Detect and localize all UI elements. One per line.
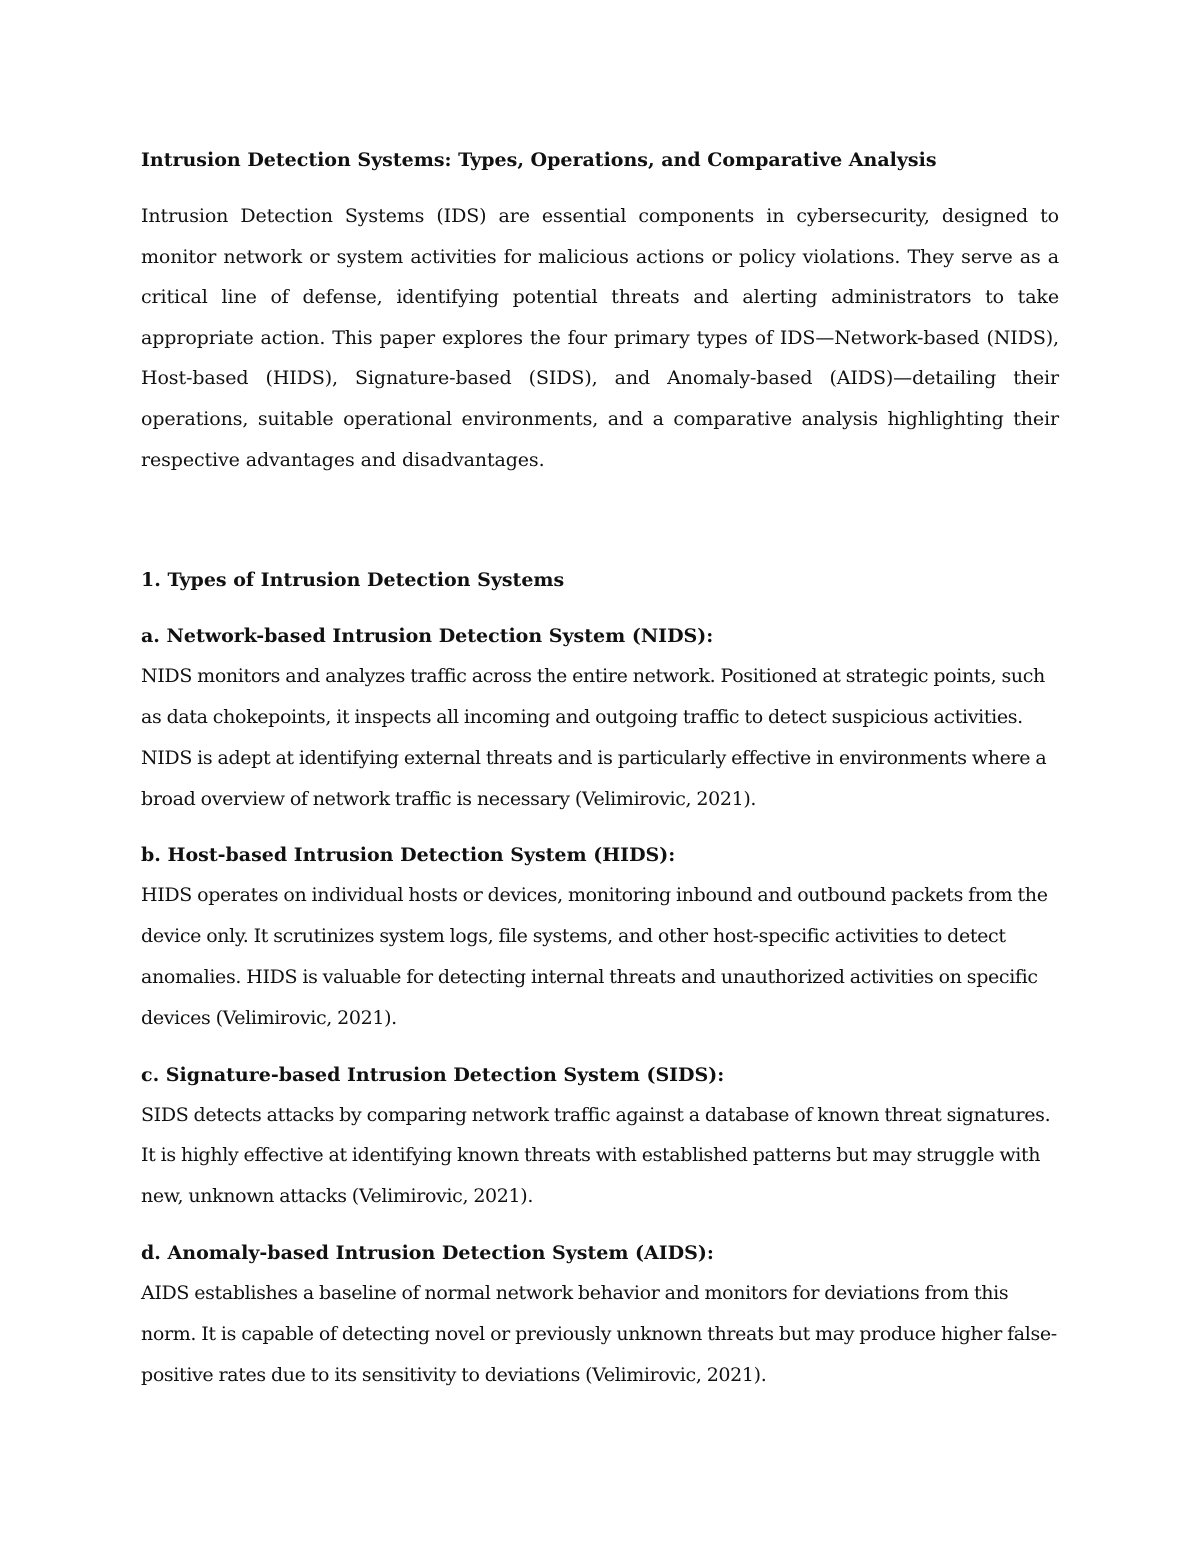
subsection-heading: d. Anomaly-based Intrusion Detection System (AIDS):: [141, 1241, 714, 1264]
subsection-body: SIDS detects attacks by comparing network traffic against a database of known threat signatures. It is highly effective at identifying known threats with established patterns but may struggle with new, unknown attacks (Velimirovic, 2021).: [141, 1103, 1051, 1208]
subsection-heading: a. Network-based Intrusion Detection System (NIDS):: [141, 625, 714, 648]
document-title: Intrusion Detection Systems: Types, Operations, and Comparative Analysis: [141, 149, 937, 171]
subsection-hids: [141, 835, 1059, 1038]
intro-paragraph: Intrusion Detection Systems (IDS) are essential components in cybersecurity, designed to monitor network or system activities for malicious actions or policy violations. They serve as a critical line of defense, identifying potential threats and alerting administrators to take appropriate action. This paper explores the four primary types of IDS—Network-based (NIDS), Host-based (HIDS), Signature-based (SIDS), and Anomaly-based (AIDS)—detailing their operations, suitable operational environments, and a comparative analysis highlighting their respective advantages and disadvantages.: [141, 205, 1059, 471]
subsection-heading: b. Host-based Intrusion Detection System (HIDS):: [141, 844, 676, 867]
subsection-sids: [141, 1055, 1059, 1217]
subsection-body: AIDS establishes a baseline of normal network behavior and monitors for deviations from this norm. It is capable of detecting novel or previously unknown threats but may produce higher false-positive rates due to its sensitivity to deviations (Velimirovic, 2021).: [141, 1281, 1057, 1386]
subsection-heading: c. Signature-based Intrusion Detection System (SIDS):: [141, 1063, 725, 1086]
subsection-nids: [141, 616, 1059, 819]
subsection-body: NIDS monitors and analyzes traffic across the entire network. Positioned at strategic points, such as data chokepoints, it inspects all incoming and outgoing traffic to detect suspicious activities. NIDS is adept at identifying external threats and is particularly effective in environments where a broad overview of network traffic is necessary (Velimirovic, 2021).: [141, 665, 1047, 810]
section-heading: 1. Types of Intrusion Detection Systems: [141, 569, 565, 592]
document-page: [141, 140, 1059, 1411]
subsection-aids: [141, 1233, 1059, 1395]
subsection-body: HIDS operates on individual hosts or devices, monitoring inbound and outbound packets from the device only. It scrutinizes system logs, file systems, and other host-specific activities to detect anomalies. HIDS is valuable for detecting internal threats and unauthorized activities on specific devices (Velimirovic, 2021).: [141, 884, 1048, 1029]
